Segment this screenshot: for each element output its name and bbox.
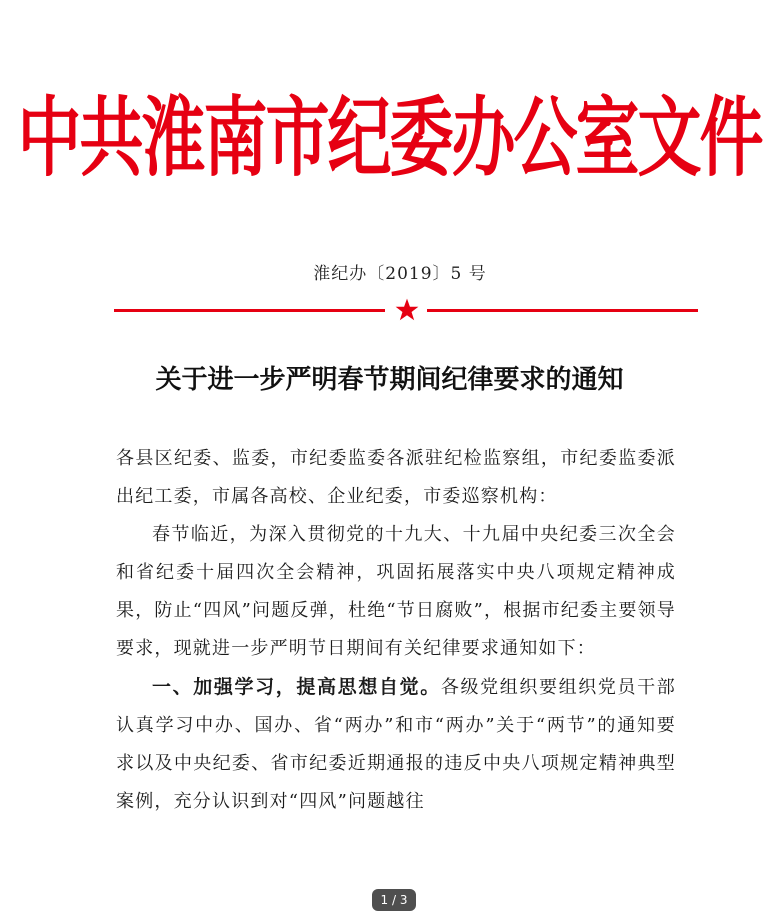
section-1-text: 各级党组织要组织党员干部认真学习中办、国办、省“两办”和市“两办”关于“两节”的通知要求以及中央纪委、省市纪委近期通报的违反中央八项规定精神典型案例，充分认识到对“四风”问题越往 bbox=[116, 677, 676, 812]
document-header-title: 中共淮南市纪委办公室文件 bbox=[17, 89, 762, 190]
section-1-heading: 一、加强学习，提高思想自觉。 bbox=[152, 676, 441, 698]
red-separator bbox=[114, 297, 698, 325]
star-icon bbox=[394, 297, 420, 323]
document-body bbox=[116, 440, 676, 821]
document-title: 关于进一步严明春节期间纪律要求的通知 bbox=[155, 365, 624, 395]
separator-line-left bbox=[114, 309, 385, 312]
page-indicator: 1 / 3 bbox=[372, 889, 416, 911]
paragraph-intro: 春节临近，为深入贯彻党的十九大、十九届中央纪委三次全会和省纪委十届四次全会精神，巩固拓展落实中央八项规定精神成果，防止“四风”问题反弹，杜绝“节日腐败”，根据市纪委主要领导要求，现就进一步严明节日期间有关纪律要求通知如下： bbox=[116, 524, 677, 659]
separator-line-right bbox=[427, 309, 698, 312]
document-number: 淮纪办〔2019〕5 号 bbox=[313, 264, 487, 284]
salutation: 各县区纪委、监委，市纪委监委各派驻纪检监察组，市纪委监委派出纪工委，市属各高校、企业纪委，市委巡察机构： bbox=[116, 448, 676, 507]
paragraph-section-1 bbox=[116, 668, 676, 821]
